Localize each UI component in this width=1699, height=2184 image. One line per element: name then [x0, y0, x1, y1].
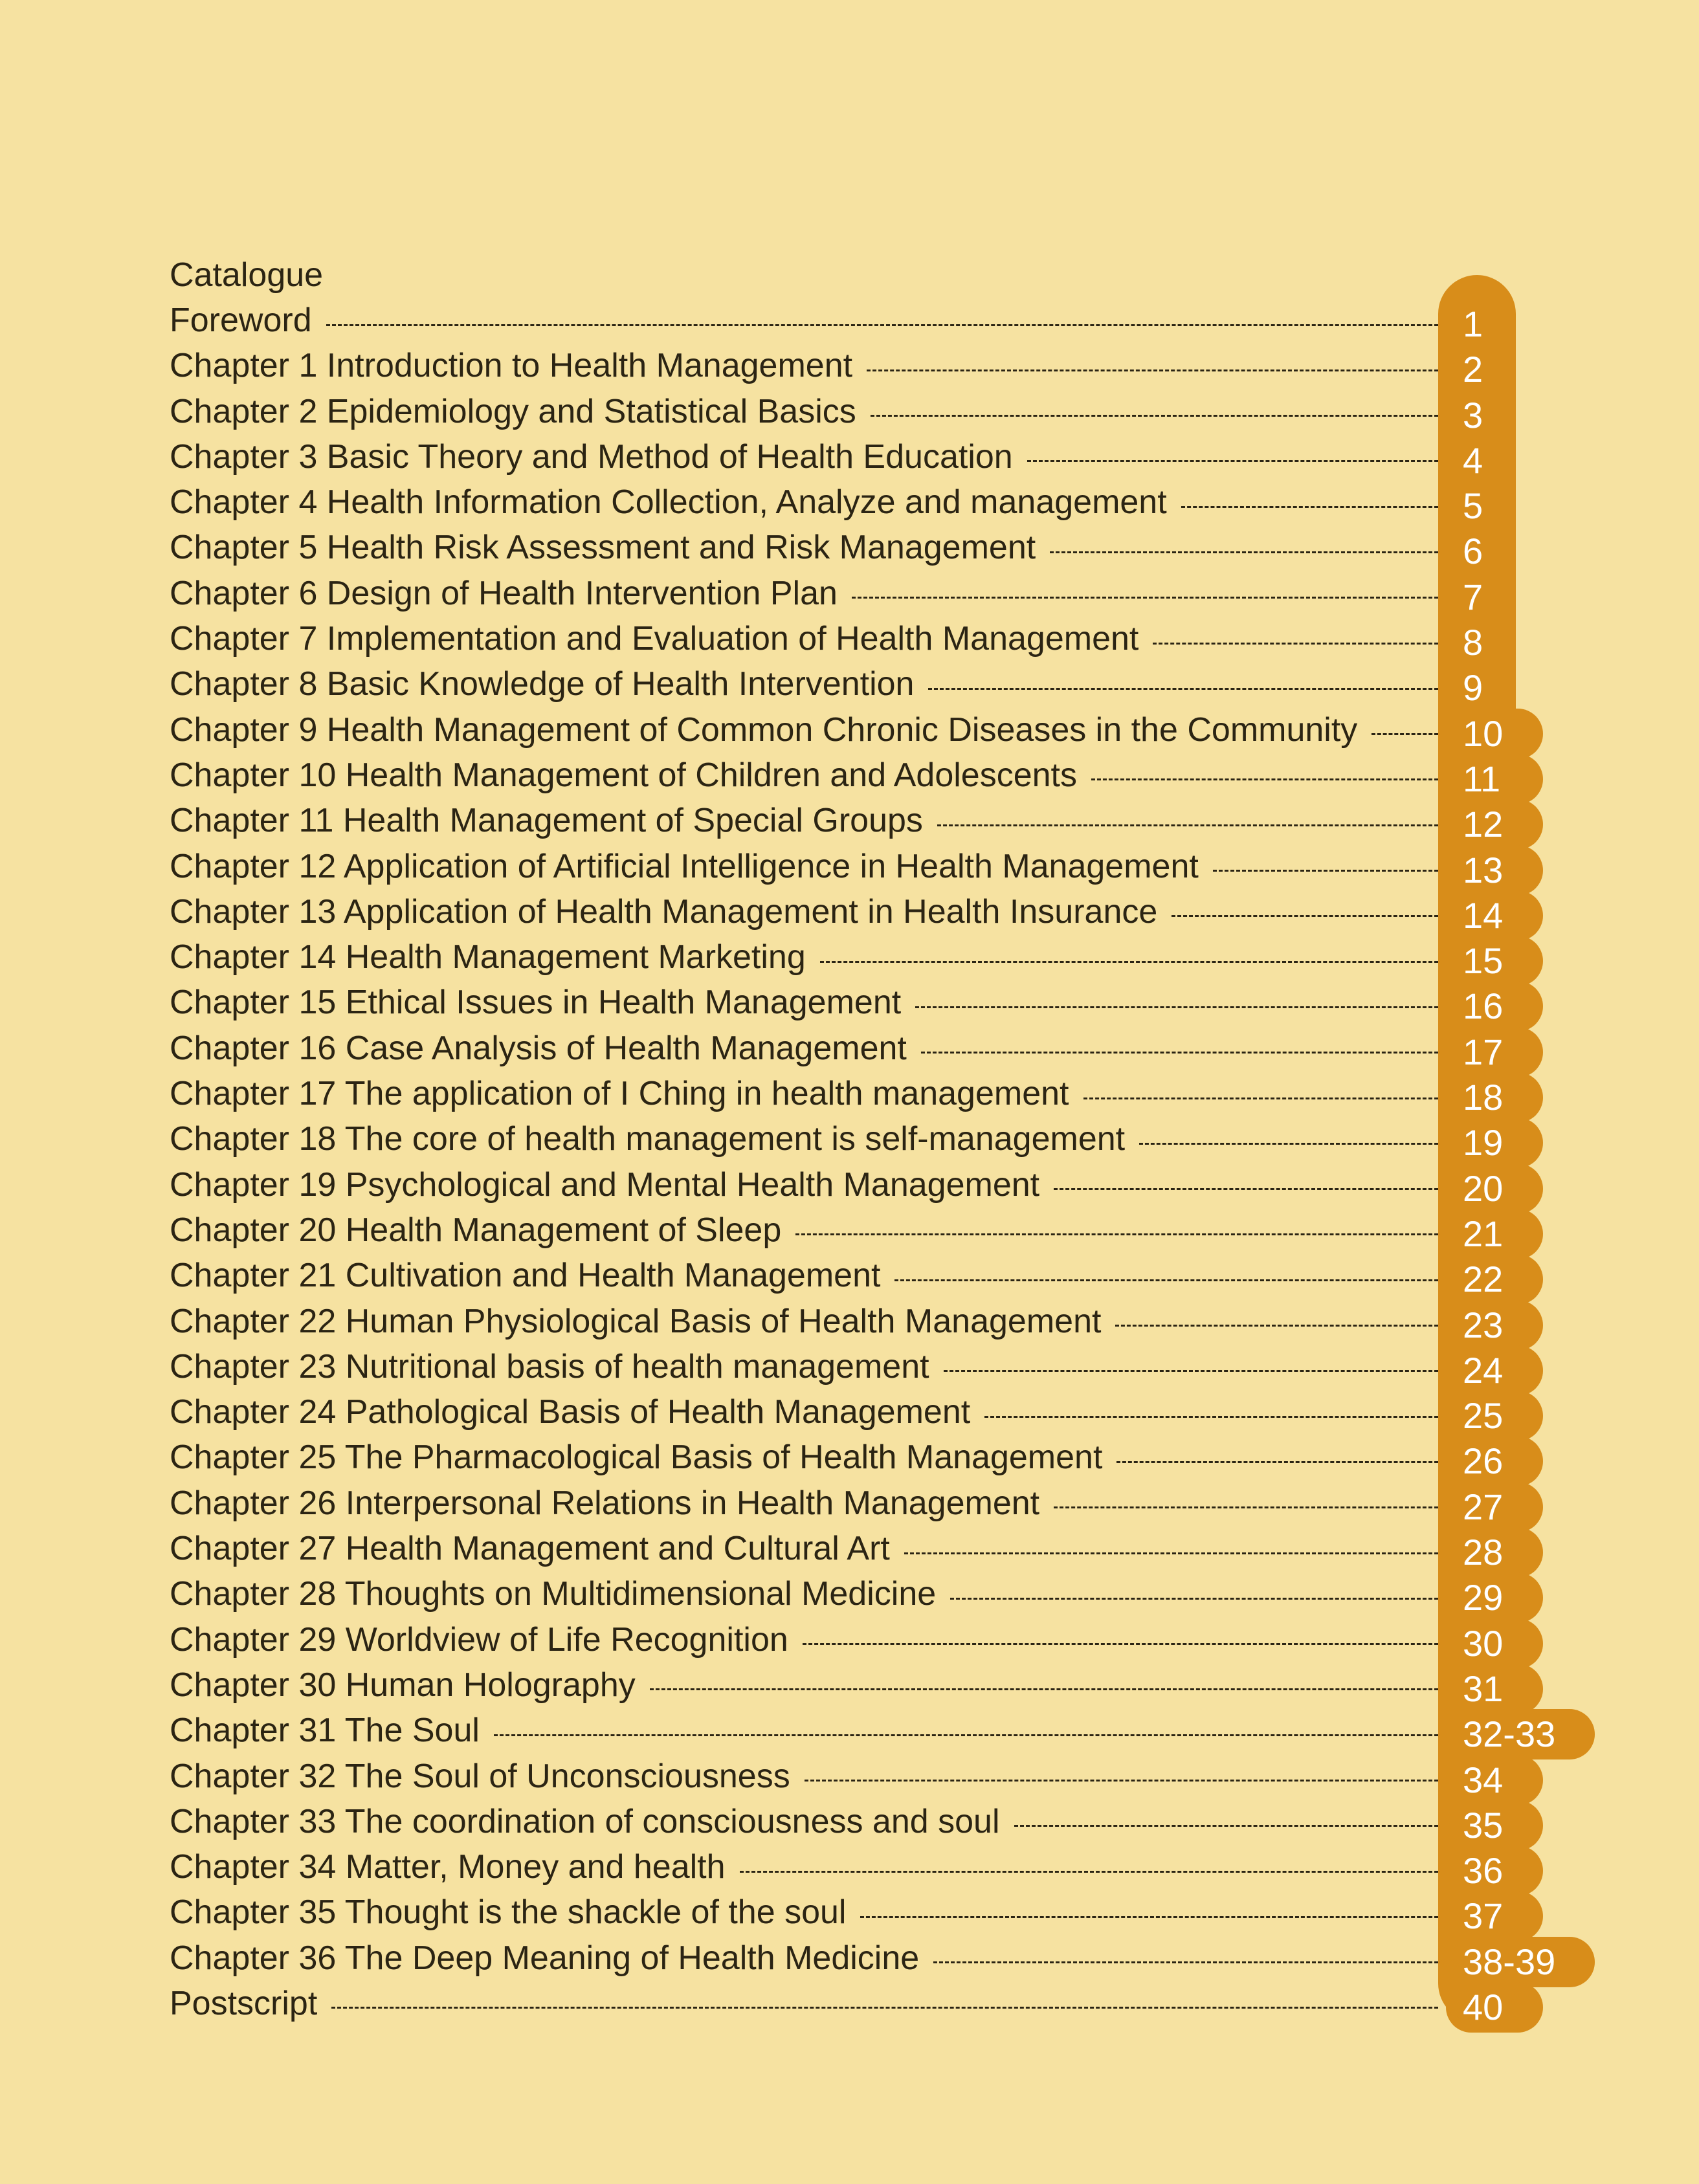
toc-entry-title: Chapter 10 Health Management of Children and Adolescents	[170, 756, 1077, 794]
toc-entry-title: Chapter 15 Ethical Issues in Health Management	[170, 984, 902, 1022]
dotted-leader	[871, 415, 1438, 417]
toc-entry-title: Chapter 17 The application of I Ching in health management	[170, 1075, 1069, 1113]
toc-entry-page-number: 36	[1463, 1848, 1503, 1893]
toc-entry[interactable]	[170, 844, 1658, 889]
toc-entry-title: Chapter 30 Human Holography	[170, 1666, 636, 1704]
toc-entry-title: Chapter 22 Human Physiological Basis of Health Management	[170, 1302, 1102, 1340]
dotted-leader	[1139, 1143, 1438, 1145]
toc-entry-page-number: 38-39	[1463, 1939, 1555, 1985]
toc-entry-page-number: 34	[1463, 1758, 1503, 1803]
dotted-leader	[326, 324, 1438, 326]
dotted-leader	[915, 1006, 1438, 1008]
toc-entry-title: Chapter 4 Health Information Collection, Analyze and management	[170, 483, 1167, 522]
toc-entry-title: Chapter 18 The core of health management is self-management	[170, 1120, 1126, 1158]
dotted-leader	[860, 1916, 1438, 1918]
toc-entry-title: Chapter 28 Thoughts on Multidimensional Medicine	[170, 1575, 937, 1613]
dotted-leader	[1153, 643, 1438, 645]
toc-entry-page-number: 25	[1463, 1393, 1503, 1439]
toc-entry-page-number: 27	[1463, 1484, 1503, 1530]
toc-entry[interactable]	[170, 1526, 1658, 1571]
toc-entry-page-number: 30	[1463, 1621, 1503, 1666]
toc-entry[interactable]	[170, 1708, 1658, 1753]
toc-entry-title: Chapter 21 Cultivation and Health Management	[170, 1257, 881, 1295]
dotted-leader	[820, 961, 1438, 963]
toc-entry[interactable]	[170, 616, 1658, 661]
toc-entry[interactable]	[170, 1435, 1658, 1480]
catalogue-title: Catalogue	[170, 256, 324, 294]
toc-entry-title: Chapter 12 Application of Artificial Intelligence in Health Management	[170, 847, 1199, 885]
dotted-leader	[1115, 1325, 1438, 1327]
dotted-leader	[937, 824, 1438, 826]
dotted-leader	[894, 1279, 1438, 1281]
dotted-leader	[1083, 1098, 1438, 1099]
toc-entry-page-number: 10	[1463, 711, 1503, 756]
toc-entry-page-number: 13	[1463, 848, 1503, 893]
toc-entry[interactable]	[170, 798, 1658, 843]
toc-entry-page-number: 16	[1463, 984, 1503, 1029]
toc-entry-page-number: 32-33	[1463, 1712, 1555, 1757]
dotted-leader	[852, 597, 1438, 599]
toc-entry-page-number: 9	[1463, 667, 1483, 709]
toc-entry-title: Chapter 13 Application of Health Management in Health Insurance	[170, 892, 1158, 931]
dotted-leader	[1014, 1825, 1438, 1827]
toc-entry-title: Chapter 19 Psychological and Mental Health Management	[170, 1165, 1040, 1204]
toc-entry[interactable]	[170, 1162, 1658, 1208]
dotted-leader	[933, 1961, 1438, 1963]
toc-entry-page-number: 2	[1463, 349, 1483, 390]
toc-entry-page-number: 3	[1463, 394, 1483, 436]
toc-entry-page-number: 14	[1463, 893, 1503, 938]
toc-entry[interactable]	[170, 389, 1658, 434]
toc-entry[interactable]	[170, 889, 1658, 934]
toc-entry-title: Chapter 1 Introduction to Health Management	[170, 347, 853, 385]
toc-entry-page-number: 21	[1463, 1211, 1503, 1257]
toc-entry-page-number: 35	[1463, 1803, 1503, 1848]
toc-entry-title: Chapter 20 Health Management of Sleep	[170, 1211, 782, 1249]
toc-entry-title: Chapter 36 The Deep Meaning of Health Medicine	[170, 1939, 920, 1977]
dotted-leader	[1091, 778, 1438, 780]
toc-entry-page-number: 23	[1463, 1303, 1503, 1348]
toc-entry-page-number: 31	[1463, 1666, 1503, 1712]
toc-entry[interactable]	[170, 1617, 1658, 1662]
toc-entry[interactable]	[170, 1571, 1658, 1616]
toc-entry[interactable]	[170, 1844, 1658, 1890]
table-of-contents	[170, 298, 1658, 2026]
dotted-leader	[984, 1416, 1438, 1418]
toc-entry-title: Chapter 9 Health Management of Common Chronic Diseases in the Community	[170, 711, 1358, 749]
toc-entry-title: Chapter 2 Epidemiology and Statistical Basics	[170, 392, 856, 430]
dotted-leader	[1172, 915, 1438, 917]
toc-entry-page-number: 5	[1463, 485, 1483, 527]
toc-entry-title: Chapter 27 Health Management and Cultural Art	[170, 1530, 890, 1568]
toc-entry[interactable]	[170, 1662, 1658, 1708]
toc-entry[interactable]	[170, 343, 1658, 388]
toc-entry[interactable]	[170, 661, 1658, 707]
toc-entry-title: Chapter 26 Interpersonal Relations in Health Management	[170, 1484, 1040, 1522]
toc-entry-title: Chapter 33 The coordination of consciousness and soul	[170, 1802, 1000, 1840]
toc-entry-title: Chapter 11 Health Management of Special Groups	[170, 802, 923, 840]
dotted-leader	[740, 1871, 1438, 1873]
toc-entry[interactable]	[170, 1754, 1658, 1799]
toc-entry-title: Chapter 14 Health Management Marketing	[170, 938, 806, 976]
toc-entry-title: Chapter 7 Implementation and Evaluation of Health Management	[170, 620, 1139, 658]
toc-entry-page-number: 6	[1463, 531, 1483, 572]
dotted-leader	[1213, 870, 1438, 872]
toc-entry-title: Chapter 29 Worldview of Life Recognition	[170, 1620, 788, 1659]
toc-entry-page-number: 18	[1463, 1075, 1503, 1120]
toc-entry[interactable]	[170, 571, 1658, 616]
toc-entry-title: Chapter 5 Health Risk Assessment and Risk Management	[170, 529, 1036, 567]
dotted-leader	[1027, 460, 1438, 462]
toc-entry-page-number: 24	[1463, 1348, 1503, 1393]
toc-entry-title: Chapter 8 Basic Knowledge of Health Intervention	[170, 665, 915, 703]
toc-entry-title: Chapter 32 The Soul of Unconsciousness	[170, 1757, 790, 1795]
toc-entry-page-number: 37	[1463, 1893, 1503, 1939]
toc-entry-title: Postscript	[170, 1984, 318, 2022]
dotted-leader	[805, 1780, 1438, 1781]
dotted-leader	[1371, 733, 1438, 735]
toc-entry[interactable]	[170, 934, 1658, 980]
toc-entry-page-number: 17	[1463, 1030, 1503, 1075]
toc-entry-page-number: 1	[1463, 303, 1483, 344]
toc-entry-page-number: 28	[1463, 1530, 1503, 1575]
toc-entry[interactable]	[170, 1344, 1658, 1389]
dotted-leader	[331, 2007, 1438, 2009]
toc-entry[interactable]	[170, 1936, 1658, 1981]
toc-entry-page-number: 29	[1463, 1575, 1503, 1620]
toc-entry[interactable]	[170, 1071, 1658, 1116]
toc-entry-page-number: 22	[1463, 1257, 1503, 1302]
toc-entry[interactable]	[170, 1389, 1658, 1435]
dotted-leader	[1054, 1188, 1438, 1190]
dotted-leader	[1181, 506, 1438, 508]
toc-entry[interactable]	[170, 525, 1658, 570]
toc-entry[interactable]	[170, 434, 1658, 480]
toc-entry-title: Chapter 3 Basic Theory and Method of Health Education	[170, 437, 1013, 476]
toc-entry-title: Chapter 16 Case Analysis of Health Management	[170, 1029, 907, 1067]
dotted-leader	[650, 1688, 1438, 1690]
toc-entry[interactable]	[170, 980, 1658, 1025]
toc-entry-page-number: 11	[1463, 756, 1500, 802]
dotted-leader	[803, 1643, 1438, 1645]
toc-entry-title: Chapter 24 Pathological Basis of Health Management	[170, 1393, 971, 1431]
toc-entry-page-number: 12	[1463, 802, 1503, 847]
toc-entry-title: Chapter 35 Thought is the shackle of the soul	[170, 1893, 847, 1932]
toc-entry[interactable]	[170, 1481, 1658, 1526]
toc-entry-page-number: 40	[1463, 1985, 1503, 2030]
dotted-leader	[944, 1370, 1438, 1372]
toc-entry-title: Chapter 6 Design of Health Intervention Plan	[170, 574, 838, 612]
toc-entry-title: Foreword	[170, 302, 312, 339]
toc-entry-page-number: 4	[1463, 439, 1483, 481]
toc-entry-title: Chapter 31 The Soul	[170, 1712, 480, 1750]
toc-entry-page-number: 26	[1463, 1439, 1503, 1484]
dotted-leader	[904, 1552, 1438, 1554]
dotted-leader	[867, 370, 1438, 371]
dotted-leader	[795, 1233, 1438, 1235]
toc-entry[interactable]	[170, 1208, 1658, 1253]
dotted-leader	[1050, 551, 1438, 553]
toc-entry-page-number: 20	[1463, 1166, 1503, 1211]
dotted-leader	[1116, 1461, 1438, 1463]
toc-entry-title: Chapter 34 Matter, Money and health	[170, 1848, 726, 1886]
toc-entry[interactable]	[170, 1116, 1658, 1162]
toc-entry[interactable]	[170, 753, 1658, 798]
dotted-leader	[494, 1734, 1438, 1736]
toc-entry[interactable]	[170, 480, 1658, 525]
toc-entry[interactable]	[170, 707, 1658, 753]
toc-entry[interactable]	[170, 1026, 1658, 1071]
dotted-leader	[928, 688, 1438, 690]
toc-entry[interactable]	[170, 298, 1658, 343]
toc-entry-page-number: 7	[1463, 576, 1483, 617]
toc-entry[interactable]	[170, 1299, 1658, 1344]
toc-entry-page-number: 19	[1463, 1120, 1503, 1165]
dotted-leader	[950, 1598, 1438, 1600]
toc-entry-title: Chapter 23 Nutritional basis of health management	[170, 1347, 929, 1385]
toc-entry-title: Chapter 25 The Pharmacological Basis of Health Management	[170, 1439, 1103, 1477]
dotted-leader	[1054, 1506, 1438, 1508]
toc-entry[interactable]	[170, 1981, 1658, 2026]
toc-entry[interactable]	[170, 1799, 1658, 1844]
toc-entry-page-number: 8	[1463, 622, 1483, 663]
dotted-leader	[921, 1052, 1438, 1053]
toc-entry-page-number: 15	[1463, 938, 1503, 984]
toc-entry[interactable]	[170, 1890, 1658, 1935]
toc-entry[interactable]	[170, 1253, 1658, 1298]
